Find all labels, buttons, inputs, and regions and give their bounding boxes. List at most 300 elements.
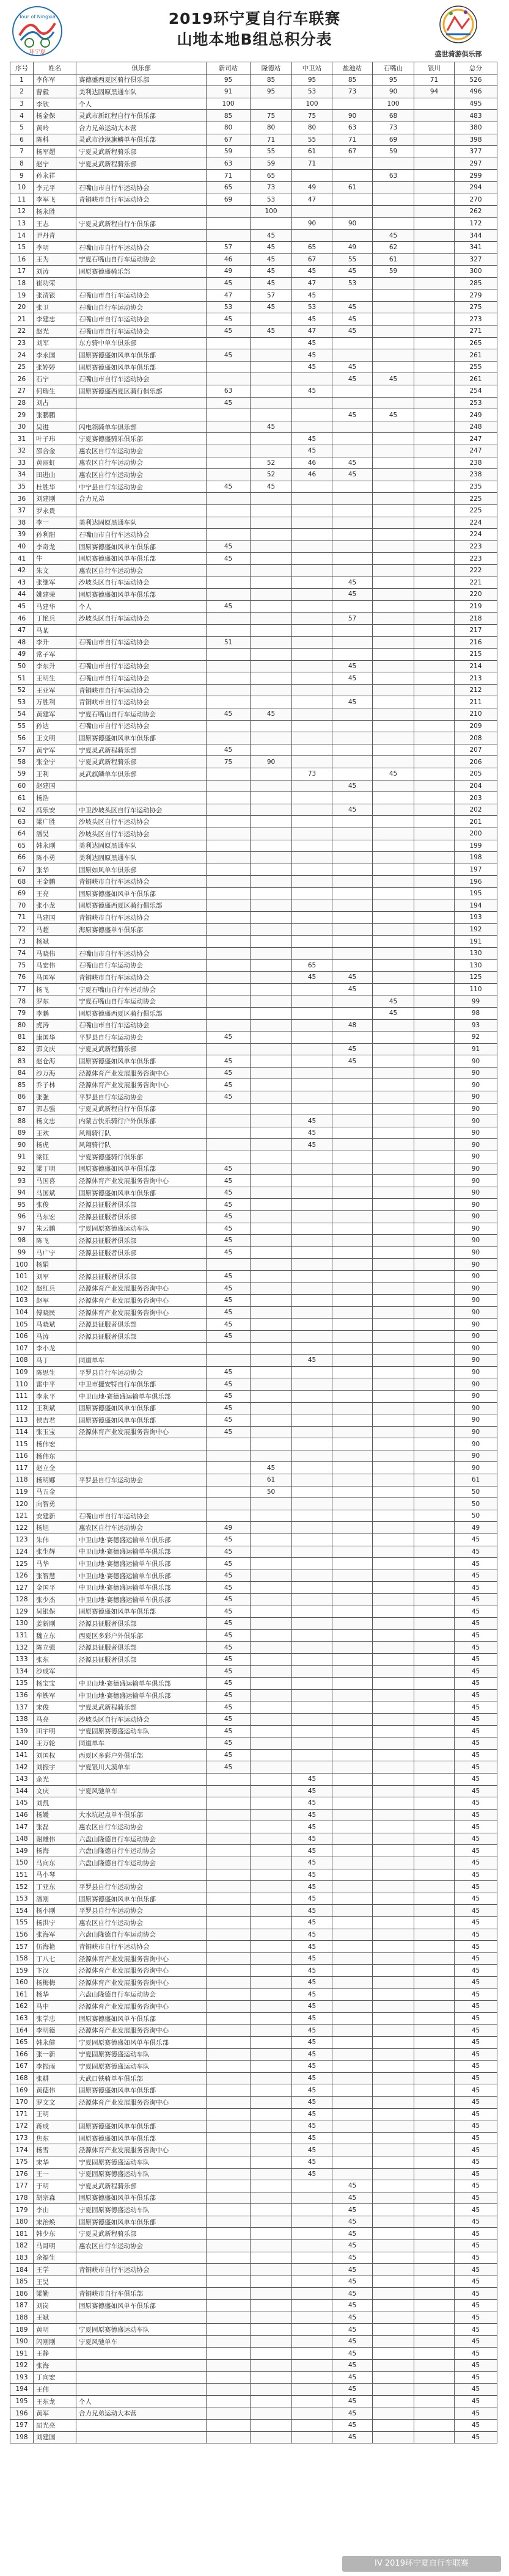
club-name: 石嘴山市自行车运动协会	[76, 720, 207, 732]
table-cell	[332, 1127, 373, 1139]
table-row	[10, 900, 497, 912]
table-cell: 45	[251, 301, 292, 313]
table-row	[10, 313, 497, 326]
table-cell: 45	[332, 2407, 373, 2420]
total-score: 90	[455, 1246, 497, 1259]
table-cell: 91	[10, 1151, 34, 1163]
table-cell	[414, 1474, 455, 1486]
table-cell	[414, 289, 455, 302]
table-cell	[332, 1139, 373, 1151]
table-cell: 82	[10, 1043, 34, 1055]
total-score: 99	[455, 995, 497, 1008]
table-cell	[373, 1151, 414, 1163]
table-cell	[373, 2407, 414, 2420]
table-cell	[373, 1319, 414, 1331]
club-name: 中卫市捷安特自行车俱乐部	[76, 1378, 207, 1391]
club-name: 石嘴山市自行车运动协会	[76, 529, 207, 541]
table-cell: 45	[207, 1653, 251, 1665]
rider-name: 石宁	[34, 373, 76, 385]
table-cell: 53	[332, 277, 373, 289]
table-cell	[207, 2108, 251, 2120]
table-cell: 45	[292, 289, 332, 302]
table-cell	[414, 361, 455, 373]
rider-name: 马超	[34, 923, 76, 936]
table-cell: 95	[207, 74, 251, 86]
total-score: 210	[455, 708, 497, 721]
table-cell	[251, 409, 292, 421]
table-cell	[207, 1498, 251, 1510]
rider-name: 黄丽虹	[34, 457, 76, 469]
table-cell	[251, 887, 292, 900]
table-cell	[292, 613, 332, 625]
table-cell: 45	[207, 1163, 251, 1175]
table-cell	[251, 2048, 292, 2061]
club-name: 泾源县征服者俱乐部	[76, 1618, 207, 1630]
total-score: 90	[455, 1163, 497, 1175]
table-cell: 46	[10, 613, 34, 625]
table-cell	[332, 206, 373, 218]
table-cell	[332, 684, 373, 696]
table-cell	[251, 1749, 292, 1761]
table-cell: 180	[10, 2216, 34, 2228]
table-row	[10, 1522, 497, 1534]
table-row	[10, 481, 497, 493]
table-cell: 45	[332, 373, 373, 385]
club-name: 西夏区多彩户外俱乐部	[76, 1749, 207, 1761]
table-cell	[207, 337, 251, 349]
table-row	[10, 995, 497, 1008]
total-score: 208	[455, 732, 497, 744]
table-cell	[332, 1642, 373, 1654]
table-row	[10, 337, 497, 349]
table-cell	[292, 2384, 332, 2396]
table-cell	[414, 1486, 455, 1498]
club-name: 泾源县征服者俱乐部	[76, 1330, 207, 1342]
table-cell: 53	[251, 194, 292, 206]
table-cell	[207, 649, 251, 661]
rider-name: 马五金	[34, 1486, 76, 1498]
table-cell	[251, 2096, 292, 2108]
table-cell: 75	[207, 756, 251, 768]
table-cell	[414, 1522, 455, 1534]
table-cell	[251, 1163, 292, 1175]
table-cell: 89	[10, 1127, 34, 1139]
table-cell	[332, 2025, 373, 2037]
table-cell	[373, 445, 414, 457]
club-name: 固原如风单车俱乐部	[76, 864, 207, 876]
table-cell	[292, 1498, 332, 1510]
table-cell	[373, 2324, 414, 2336]
total-score: 45	[455, 2252, 497, 2264]
table-cell	[251, 1187, 292, 1199]
table-row	[10, 2084, 497, 2097]
table-cell	[251, 1103, 292, 1115]
table-cell: 49	[207, 1522, 251, 1534]
table-cell	[373, 1486, 414, 1498]
table-cell	[332, 397, 373, 409]
table-cell	[292, 1019, 332, 1031]
table-row	[10, 206, 497, 218]
club-name: 固原赛德盛西夏区骑行俱乐部	[76, 900, 207, 912]
table-cell	[207, 1917, 251, 1929]
total-score: 45	[455, 1952, 497, 1965]
table-row	[10, 2240, 497, 2252]
club-name: 中卫沙坡头区自行车运动协会	[76, 804, 207, 816]
table-cell	[292, 1486, 332, 1498]
table-row	[10, 756, 497, 768]
table-cell	[292, 696, 332, 708]
table-cell	[292, 732, 332, 744]
total-score: 45	[455, 1893, 497, 1905]
table-cell	[373, 2204, 414, 2216]
total-score: 49	[455, 1522, 497, 1534]
table-cell: 45	[207, 1642, 251, 1654]
table-cell	[292, 564, 332, 577]
table-cell	[414, 923, 455, 936]
rider-name: 邵合金	[34, 445, 76, 457]
table-cell	[373, 876, 414, 888]
table-cell: 59	[207, 146, 251, 158]
table-row	[10, 589, 497, 601]
rider-name: 王文明	[34, 732, 76, 744]
table-cell	[414, 2395, 455, 2407]
table-cell	[332, 230, 373, 242]
table-cell: 45	[292, 2120, 332, 2133]
rider-name: 杨虎	[34, 1139, 76, 1151]
table-cell	[207, 2431, 251, 2443]
column-header: 新司站	[207, 62, 251, 75]
club-name: 平罗县自行车运动协会	[76, 1881, 207, 1893]
table-row	[10, 972, 497, 984]
table-cell: 45	[251, 241, 292, 253]
table-cell	[414, 481, 455, 493]
table-row	[10, 1295, 497, 1307]
table-row	[10, 876, 497, 888]
table-cell	[292, 780, 332, 792]
rider-name: 冯乐安	[34, 804, 76, 816]
table-cell: 49	[292, 181, 332, 194]
table-cell	[292, 983, 332, 995]
table-cell	[251, 1223, 292, 1235]
table-cell	[332, 947, 373, 959]
total-score: 90	[455, 1175, 497, 1187]
table-cell: 69	[10, 887, 34, 900]
table-cell: 45	[207, 313, 251, 326]
rider-name: 刘建国	[34, 2431, 76, 2443]
table-cell: 183	[10, 2252, 34, 2264]
total-score: 203	[455, 792, 497, 804]
rider-name: 梁钰	[34, 1151, 76, 1163]
table-row	[10, 1606, 497, 1618]
table-cell	[332, 1773, 373, 1785]
total-score: 217	[455, 624, 497, 636]
column-header: 姓名	[34, 62, 76, 75]
table-cell: 45	[332, 2300, 373, 2312]
table-cell	[414, 313, 455, 326]
table-cell	[373, 2084, 414, 2097]
rider-name: 马建国	[34, 912, 76, 924]
table-cell: 168	[10, 2072, 34, 2084]
table-cell	[207, 1977, 251, 1989]
club-name: 宁夏固原赛德盛运动车队	[76, 1223, 207, 1235]
table-cell	[207, 1438, 251, 1450]
total-score: 275	[455, 301, 497, 313]
table-cell: 191	[10, 2348, 34, 2360]
table-row	[10, 1414, 497, 1427]
table-cell	[332, 1713, 373, 1725]
table-cell	[373, 1821, 414, 1833]
table-cell	[414, 2204, 455, 2216]
table-cell	[414, 1426, 455, 1438]
table-cell	[414, 146, 455, 158]
table-cell	[292, 1606, 332, 1618]
table-cell	[292, 2324, 332, 2336]
table-cell	[332, 1450, 373, 1462]
table-row	[10, 98, 497, 110]
club-name: 固原赛德盛如风单车俱乐部	[76, 1187, 207, 1199]
table-cell	[251, 1952, 292, 1965]
rider-name: 马晓伟	[34, 947, 76, 959]
total-score: 45	[455, 2012, 497, 2025]
total-score: 45	[455, 2264, 497, 2276]
table-cell	[414, 1306, 455, 1319]
table-cell: 45	[292, 385, 332, 398]
table-cell	[414, 2324, 455, 2336]
table-cell: 45	[207, 1330, 251, 1342]
total-score: 207	[455, 744, 497, 756]
club-name: 美利达固原黑通车队	[76, 86, 207, 98]
table-cell: 69	[207, 194, 251, 206]
table-cell: 45	[292, 1869, 332, 1881]
table-cell: 64	[10, 828, 34, 840]
rider-name: 马哥明	[34, 2240, 76, 2252]
table-cell	[332, 624, 373, 636]
table-cell: 45	[332, 313, 373, 326]
table-cell	[207, 373, 251, 385]
table-cell	[373, 1211, 414, 1223]
table-cell: 15	[10, 241, 34, 253]
table-row	[10, 1689, 497, 1701]
table-cell	[251, 1319, 292, 1331]
rider-name: 魏立东	[34, 1629, 76, 1642]
table-cell	[373, 1031, 414, 1044]
table-row	[10, 2180, 497, 2192]
table-cell: 45	[207, 1761, 251, 1774]
total-score: 90	[455, 1211, 497, 1223]
table-cell	[251, 504, 292, 517]
column-header: 隆德站	[251, 62, 292, 75]
table-cell	[332, 170, 373, 182]
table-cell	[414, 936, 455, 948]
total-score: 45	[455, 1725, 497, 1737]
club-name: 泾源县征服者俱乐部	[76, 1199, 207, 1211]
table-row	[10, 1151, 497, 1163]
total-score: 45	[455, 2371, 497, 2384]
table-cell	[292, 624, 332, 636]
table-cell	[332, 1235, 373, 1247]
table-cell	[292, 1689, 332, 1701]
rider-name: 姚建荣	[34, 589, 76, 601]
table-cell: 85	[251, 74, 292, 86]
table-cell	[414, 2276, 455, 2288]
table-row	[10, 2061, 497, 2073]
table-row	[10, 361, 497, 373]
table-row	[10, 194, 497, 206]
table-cell	[332, 1355, 373, 1367]
table-cell: 45	[332, 804, 373, 816]
table-cell: 119	[10, 1486, 34, 1498]
table-cell	[292, 2312, 332, 2324]
rider-name: 曹毅	[34, 86, 76, 98]
table-cell: 88	[10, 1115, 34, 1127]
club-name: 石嘴山市自行车运动协会	[76, 313, 207, 326]
table-cell	[251, 696, 292, 708]
rider-name: 赵红兵	[34, 1283, 76, 1295]
table-cell	[251, 2228, 292, 2240]
table-cell	[414, 1091, 455, 1104]
table-row	[10, 1211, 497, 1223]
table-cell: 45	[207, 1665, 251, 1678]
table-cell	[251, 828, 292, 840]
total-score: 45	[455, 1570, 497, 1582]
table-cell	[207, 972, 251, 984]
rider-name: 刘占	[34, 397, 76, 409]
table-cell	[373, 1043, 414, 1055]
table-cell: 45	[373, 1007, 414, 1019]
table-cell	[414, 1582, 455, 1594]
table-cell	[332, 1941, 373, 1953]
table-cell	[207, 1342, 251, 1355]
rider-name: 张海军	[34, 1929, 76, 1941]
table-row	[10, 720, 497, 732]
table-cell: 45	[207, 1378, 251, 1391]
table-cell	[292, 1594, 332, 1606]
table-cell: 178	[10, 2192, 34, 2204]
table-cell	[332, 768, 373, 780]
table-cell: 45	[332, 672, 373, 685]
total-score: 192	[455, 923, 497, 936]
table-cell	[251, 1426, 292, 1438]
rider-name: 马国军	[34, 972, 76, 984]
table-cell	[414, 2407, 455, 2420]
table-cell: 61	[10, 792, 34, 804]
table-cell	[207, 2204, 251, 2216]
table-cell: 18	[10, 277, 34, 289]
table-cell	[373, 2120, 414, 2133]
table-cell	[292, 2264, 332, 2276]
table-cell	[207, 2120, 251, 2133]
table-cell	[251, 1438, 292, 1450]
rider-name: 张学忠	[34, 2012, 76, 2025]
total-score: 285	[455, 277, 497, 289]
table-cell	[332, 1079, 373, 1091]
table-row	[10, 349, 497, 362]
table-cell	[414, 1988, 455, 2001]
club-name: 中卫山地·赛德盛运输单车俱乐部	[76, 1678, 207, 1690]
table-cell: 65	[292, 241, 332, 253]
table-row	[10, 1893, 497, 1905]
table-cell: 45	[207, 1175, 251, 1187]
club-name: 石嘴山市自行车运动协会	[76, 660, 207, 672]
club-name: 泾源体育产业发展服务咨询中心	[76, 2001, 207, 2013]
table-cell	[414, 1952, 455, 1965]
club-name: 固原赛德盛西夏区骑行俱乐部	[76, 385, 207, 398]
table-cell	[373, 636, 414, 649]
table-cell: 45	[332, 577, 373, 589]
table-cell: 184	[10, 2264, 34, 2276]
table-cell: 45	[207, 1713, 251, 1725]
total-score: 249	[455, 409, 497, 421]
total-score: 45	[455, 2180, 497, 2192]
table-cell	[373, 2012, 414, 2025]
rider-name: 马国斌	[34, 1187, 76, 1199]
table-cell	[414, 493, 455, 505]
table-cell	[292, 2360, 332, 2372]
table-cell	[251, 1055, 292, 1068]
table-row	[10, 1283, 497, 1295]
table-cell	[414, 553, 455, 565]
table-cell	[251, 2300, 292, 2312]
table-cell	[292, 1414, 332, 1427]
table-cell	[292, 1103, 332, 1115]
rider-name: 马宏伟	[34, 959, 76, 972]
table-cell: 45	[207, 1235, 251, 1247]
table-row	[10, 1115, 497, 1127]
table-cell	[332, 1330, 373, 1342]
total-score: 45	[455, 2407, 497, 2420]
table-cell	[251, 373, 292, 385]
table-cell	[332, 1498, 373, 1510]
rider-name: 朱文	[34, 564, 76, 577]
table-cell	[373, 1103, 414, 1115]
table-cell	[332, 1917, 373, 1929]
table-cell: 45	[207, 349, 251, 362]
table-cell	[292, 1713, 332, 1725]
club-name	[76, 1438, 207, 1450]
table-cell: 162	[10, 2001, 34, 2013]
table-cell: 45	[292, 361, 332, 373]
table-cell: 25	[10, 361, 34, 373]
table-cell	[207, 900, 251, 912]
rider-name: 李奇龙	[34, 540, 76, 553]
table-row	[10, 1330, 497, 1342]
club-name: 泾源体育产业发展服务咨询中心	[76, 1426, 207, 1438]
table-cell	[207, 1797, 251, 1810]
total-score: 45	[455, 1941, 497, 1953]
table-cell	[373, 864, 414, 876]
table-cell	[373, 2360, 414, 2372]
table-cell	[414, 1235, 455, 1247]
table-row	[10, 1725, 497, 1737]
rider-name: 梁丁明	[34, 1163, 76, 1175]
table-cell	[373, 887, 414, 900]
table-cell: 31	[10, 433, 34, 445]
rider-name: 黄宁军	[34, 744, 76, 756]
rider-name: 张鹏鹏	[34, 409, 76, 421]
total-score: 201	[455, 816, 497, 828]
table-row	[10, 2228, 497, 2240]
club-name: 泾源体育产业发展服务咨询中心	[76, 2144, 207, 2156]
total-score: 495	[455, 98, 497, 110]
table-cell	[373, 206, 414, 218]
table-cell	[292, 1402, 332, 1414]
table-row	[10, 1402, 497, 1414]
total-score: 45	[455, 1689, 497, 1701]
table-cell	[373, 2228, 414, 2240]
table-cell	[414, 1330, 455, 1342]
rider-name: 杨娟	[34, 1259, 76, 1271]
table-cell: 124	[10, 1546, 34, 1558]
